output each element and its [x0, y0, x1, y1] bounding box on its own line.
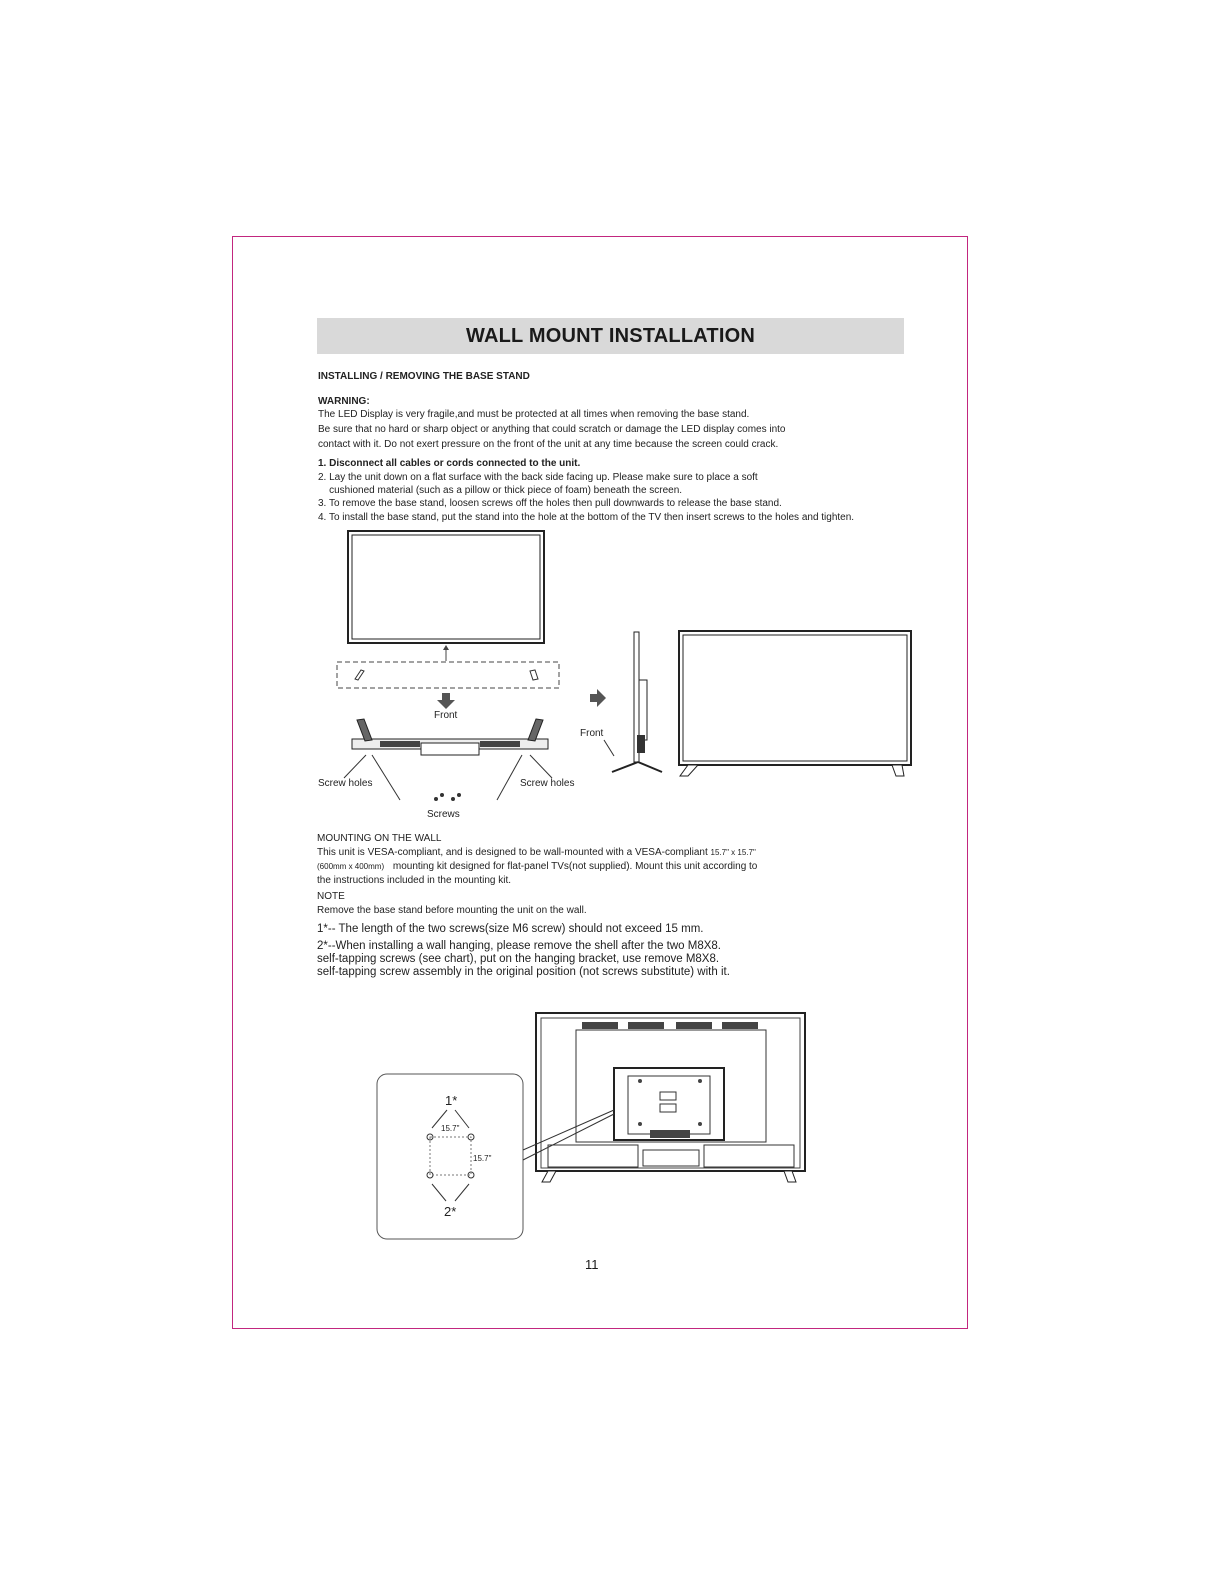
label-2-star: 2*	[444, 1204, 457, 1219]
step-item: 3. To remove the base stand, loosen screws off the holes then pull downwards to release the base stand.	[318, 498, 782, 509]
note-item-2: self-tapping screw assembly in the original position (not screws substitute) with it.	[317, 966, 730, 978]
dim-vertical: 15.7"	[473, 1154, 492, 1163]
section-heading: INSTALLING / REMOVING THE BASE STAND	[318, 371, 530, 382]
mounting-text: This unit is VESA-compliant, and is designed to be wall-mounted with a VESA-compliant	[317, 847, 708, 858]
page-number: 11	[585, 1257, 599, 1272]
note-line: Remove the base stand before mounting the unit on the wall.	[317, 905, 587, 916]
front-label: Front	[434, 710, 458, 721]
screw-holes-label-right: Screw holes	[520, 778, 575, 789]
mounting-line: the instructions included in the mounting kit.	[317, 875, 511, 886]
warning-line: The LED Display is very fragile,and must be protected at all times when removing the base stand.	[318, 409, 750, 420]
tv-back-view-illustration	[536, 1013, 805, 1182]
vesa-size: 15.7" x 15.7"	[710, 848, 756, 857]
page-title: WALL MOUNT INSTALLATION	[465, 324, 755, 347]
warning-heading: WARNING:	[318, 396, 370, 407]
front-side-label: Front	[580, 728, 604, 739]
step-item: 4. To install the base stand, put the stand into the hole at the bottom of the TV then insert screws to the holes and tighten.	[318, 512, 855, 523]
screws-label: Screws	[427, 809, 460, 820]
dim-horizontal: 15.7"	[441, 1124, 460, 1133]
mounting-heading: MOUNTING ON THE WALL	[317, 833, 442, 844]
step-item: 2. Lay the unit down on a flat surface with the back side facing up. Please make sure to place a soft	[318, 472, 758, 483]
note-item-2: 2*--When installing a wall hanging, please remove the shell after the two M8X8.	[317, 940, 721, 952]
note-item-2: self-tapping screws (see chart), put on the hanging bracket, use remove M8X8.	[317, 953, 720, 965]
warning-line: contact with it. Do not exert pressure on the front of the unit at any time because the screen could crack.	[318, 439, 779, 450]
step-item: 1. Disconnect all cables or cords connected to the unit.	[318, 458, 581, 469]
mounting-text: mounting kit designed for flat-panel TVs(not supplied). Mount this unit according to	[392, 861, 758, 872]
warning-line: Be sure that no hard or sharp object or anything that could scratch or damage the LED display comes into	[318, 424, 786, 435]
vesa-mm: (600mm x 400mm)	[317, 862, 385, 871]
note-item-1: 1*-- The length of the two screws(size M6 screw) should not exceed 15 mm.	[317, 923, 704, 935]
screw-holes-label-left: Screw holes	[318, 778, 373, 789]
label-1-star: 1*	[445, 1093, 458, 1108]
note-heading: NOTE	[317, 891, 345, 902]
step-item: cushioned material (such as a pillow or thick piece of foam) beneath the screen.	[318, 485, 683, 496]
